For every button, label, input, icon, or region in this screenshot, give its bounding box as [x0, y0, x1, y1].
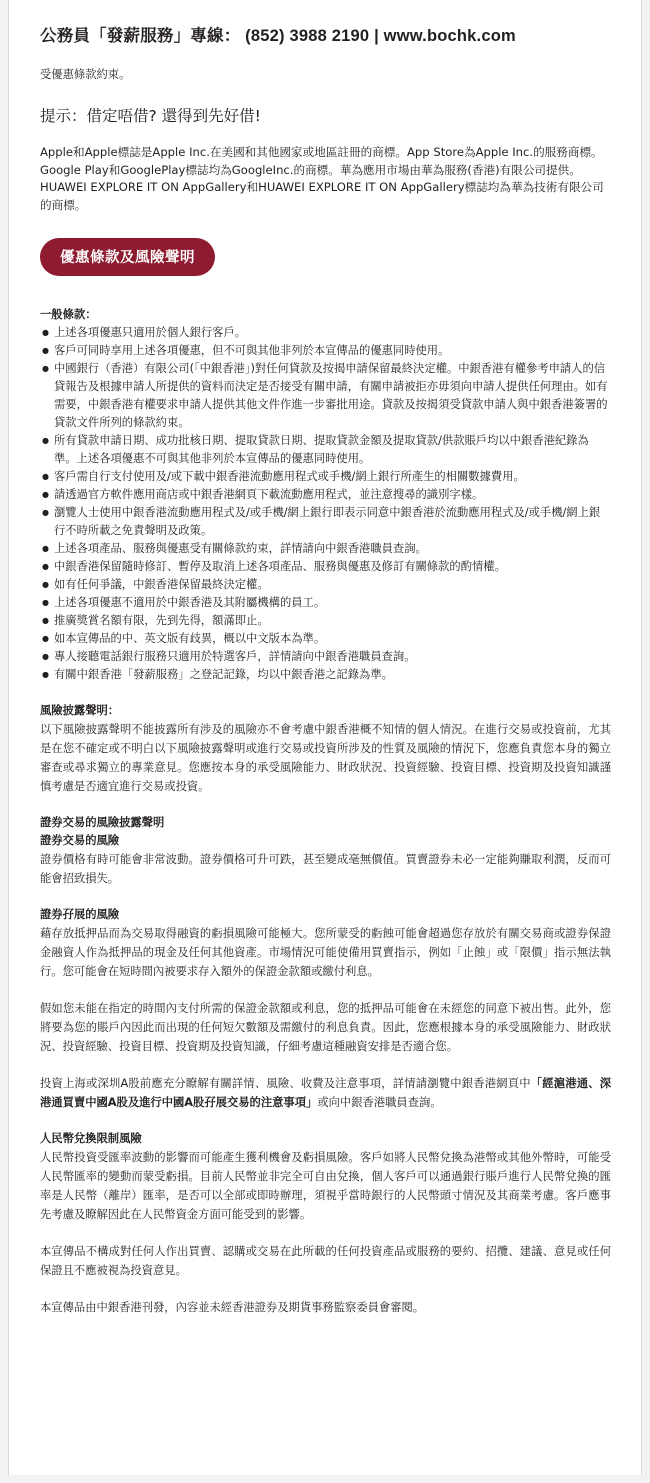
list-item: ● 如本宣傳品的中、英文版有歧異，概以中文版本為準。 — [40, 630, 611, 648]
rmb-risk-heading: 人民幣兌換限制風險 — [40, 1132, 142, 1145]
publisher-disclaimer: 本宣傳品由中銀香港刊發，內容並未經香港證券及期貨事務監察委員會審閱。 — [40, 1301, 425, 1314]
a-share-text-after: 或向中銀香港職員查詢。 — [317, 1096, 442, 1109]
securities-risk-body: 證券價格有時可能會非常波動。證券價格可升可跌，甚至變成毫無價值。買賣證券未必一定能夠賺取利潤，反而可能會招致損失。 — [40, 853, 611, 885]
margin-risk-heading: 證券孖展的風險 — [40, 908, 120, 921]
a-share-emphasis: 「經滬港通、深港通買賣中國A股及進行中國A股孖展交易的注意事項」 — [40, 1077, 611, 1109]
risk-disclosure-heading: 風險披露聲明： — [40, 704, 120, 717]
trademark-notice: Apple和Apple標誌是Apple Inc.在美國和其他國家或地區註冊的商標。App Store為Apple Inc.的服務商標。Google Play和GooglePlay標誌均為GoogleInc.的商標。華為應用市場由華為服務(香港)有限公司提供。HUAWEI EXPLORE IT ON AppGallery和HUAWEI EXPLORE IT ON AppGallery標誌均為華為技術有限公司的商標。 — [40, 145, 604, 212]
list-item: ● 客戶可同時享用上述各項優惠，但不可與其他非列於本宣傳品的優惠同時使用。 — [40, 342, 611, 360]
a-share-text-before: 投資上海或深圳A股前應充分瞭解有關詳情、風險、收費及注意事項，詳情請瀏覽中銀香港網頁中 — [40, 1077, 531, 1090]
list-item: ● 有關中銀香港「發薪服務」之登記記錄，均以中銀香港之記錄為準。 — [40, 666, 611, 684]
borrowing-tip: 提示：借定唔借? 還得到先好借! — [40, 107, 261, 125]
rmb-risk-body: 人民幣投資受匯率波動的影響而可能產生獲利機會及虧損風險。客戶如將人民幣兌換為港幣或其他外幣時，可能受人民幣匯率的變動而蒙受虧損。目前人民幣並非完全可自由兌換，個人客戶可以通過銀行賬戶進行人民幣兌換的匯率是人民幣（離岸）匯率，是否可以全部或即時辦理，須視乎當時銀行的人民幣頭寸情況及其商業考慮。客戶應事先考慮及瞭解因此在人民幣資金方面可能受到的影響。 — [40, 1151, 611, 1221]
offer-note: 受優惠條款約束。 — [40, 68, 131, 81]
document-page — [8, 0, 642, 1475]
list-item: ● 上述各項產品、服務與優惠受有關條款約束，詳情請向中銀香港職員查詢。 — [40, 540, 611, 558]
hotline-header: 公務員「發薪服務」專線： (852) 3988 2190 | www.bochk.com — [40, 27, 516, 45]
list-item: ● 上述各項優惠只適用於個人銀行客戶。 — [40, 324, 611, 342]
list-item: ● 如有任何爭議，中銀香港保留最終決定權。 — [40, 576, 611, 594]
list-item: ● 專人接聽電話銀行服務只適用於特選客戶，詳情請向中銀香港職員查詢。 — [40, 648, 611, 666]
terms-banner: 優惠條款及風險聲明 — [40, 238, 215, 276]
list-item: ● 所有貸款申請日期、成功批核日期、提取貸款日期、提取貸款金額及提取貸款/供款賬戶均以中銀香港紀錄為準。上述各項優惠不可與其他非列於本宣傳品的優惠同時使用。 — [40, 432, 611, 468]
list-item: ● 中銀香港保留隨時修訂、暫停及取消上述各項產品、服務與優惠及修訂有關條款的酌情權。 — [40, 558, 611, 576]
list-item: ● 上述各項優惠不適用於中銀香港及其附屬機構的員工。 — [40, 594, 611, 612]
investment-disclaimer: 本宣傳品不構成對任何人作出買賣、認購或交易在此所載的任何投資產品或服務的要約、招攬、建議、意見或任何保證且不應被視為投資意見。 — [40, 1245, 611, 1277]
list-item: ● 中國銀行（香港）有限公司(「中銀香港」)對任何貸款及按揭申請保留最終決定權。中銀香港有權參考申請人的信貸報告及根據申請人所提供的資料而決定是否接受有關申請，有關申請被拒亦毋須向申請人提供任何理由。如有需要，中銀香港有權要求申請人提供其他文件作進一步審批用途。貸款及按揭須受貸款申請人與中銀香港簽署的貸款文件所列的條款約束。 — [40, 360, 611, 432]
general-terms-list — [40, 324, 611, 684]
risk-disclosure-body: 以下風險披露聲明不能披露所有涉及的風險亦不會考慮中銀香港概不知情的個人情況。在進行交易或投資前，尤其是在您不確定或不明白以下風險披露聲明或進行交易或投資所涉及的性質及風險的情況下，您應負責您本身的獨立審查或尋求獨立的專業意見。您應按本身的承受風險能力、財政狀況、投資經驗、投資目標、投資期及投資知識謹慎考慮是否適宜進行交易或投資。 — [40, 723, 611, 793]
list-item: ● 請透過官方軟件應用商店或中銀香港網頁下載流動應用程式，並注意搜尋的識別字樣。 — [40, 486, 611, 504]
general-terms-heading: 一般條款： — [40, 308, 97, 321]
margin-risk-body-1: 藉存放抵押品而為交易取得融資的虧損風險可能極大。您所蒙受的虧蝕可能會超過您存放於有關交易商或證券保證金融資人作為抵押品的現金及任何其他資產。市場情況可能使備用買賣指示，例如「止蝕」或「限價」指示無法執行。您可能會在短時間內被要求存入額外的保證金款額或繳付利息。 — [40, 927, 611, 978]
a-share-notice — [40, 1074, 611, 1112]
list-item: ● 推廣獎賞名額有限，先到先得，額滿即止。 — [40, 612, 611, 630]
list-item: ● 客戶需自行支付使用及/或下載中銀香港流動應用程式或手機/網上銀行所產生的相關數據費用。 — [40, 468, 611, 486]
list-item: ● 瀏覽人士使用中銀香港流動應用程式及/或手機/網上銀行即表示同意中銀香港於流動應用程式及/或手機/網上銀行不時所載之免責聲明及政策。 — [40, 504, 611, 540]
margin-risk-body-2: 假如您未能在指定的時間內支付所需的保證金款額或利息，您的抵押品可能會在未經您的同意下被出售。此外，您將要為您的賬戶內因此而出現的任何短欠數額及需繳付的利息負責。因此，您應根據本身的承受風險能力、財政狀況、投資經驗、投資目標、投資期及投資知識，仔細考慮這種融資安排是否適合您。 — [40, 1002, 611, 1053]
securities-risk-heading: 證券交易的風險披露聲明 — [40, 816, 165, 829]
securities-trading-subheading: 證券交易的風險 — [40, 834, 120, 847]
